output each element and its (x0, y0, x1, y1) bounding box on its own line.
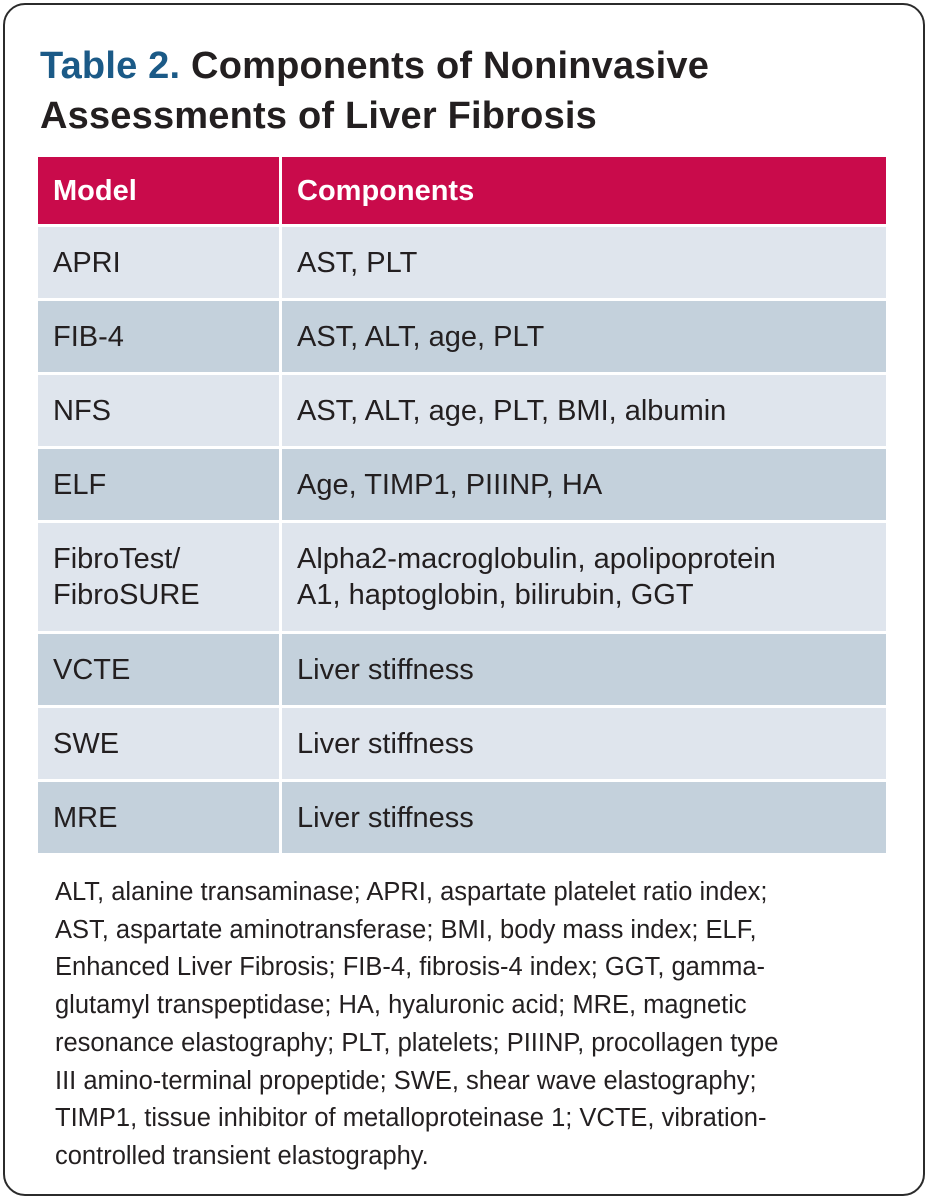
components-cell: AST, PLT (282, 227, 886, 298)
footnote-line: resonance elastography; PLT, platelets; PIIINP, procollagen type (55, 1028, 779, 1057)
footnote-line: AST, aspartate aminotransferase; BMI, body mass index; ELF, (55, 915, 757, 944)
footnote-line: ALT, alanine transaminase; APRI, aspartate platelet ratio index; (55, 878, 768, 906)
abbreviations-footnote (55, 874, 885, 1176)
footnote-line: TIMP1, tissue inhibitor of metalloproteinase 1; VCTE, vibration- (55, 1104, 767, 1133)
components-cell: AST, ALT, age, PLT, BMI, albumin (282, 375, 886, 446)
column-header-model: Model (38, 157, 279, 224)
model-cell: FIB-4 (38, 301, 279, 372)
table-row (38, 708, 886, 779)
table-row (38, 449, 886, 520)
footnote-line: glutamyl transpeptidase; HA, hyaluronic acid; MRE, magnetic (55, 991, 747, 1020)
table-row (38, 634, 886, 705)
table-row (38, 782, 886, 853)
footnote-line: Enhanced Liver Fibrosis; FIB-4, fibrosis-4 index; GGT, gamma- (55, 953, 766, 982)
model-cell: MRE (38, 782, 279, 853)
components-cell: Liver stiffness (282, 634, 886, 705)
table-title (40, 41, 900, 141)
components-cell-line: Alpha2-macroglobulin, apolipoprotein (297, 543, 776, 575)
table-row (38, 375, 886, 446)
column-header-components: Components (282, 157, 886, 224)
table-number-label: Table 2. (40, 45, 181, 87)
components-cell-line: A1, haptoglobin, bilirubin, GGT (297, 579, 694, 611)
footnote-line: III amino-terminal propeptide; SWE, shear wave elastography; (55, 1066, 757, 1095)
components-cell: Liver stiffness (282, 708, 886, 779)
table-row (38, 523, 886, 631)
fibrosis-assessment-table (35, 154, 889, 856)
components-cell: AST, ALT, age, PLT (282, 301, 886, 372)
model-cell: VCTE (38, 634, 279, 705)
footnote-line: controlled transient elastography. (55, 1141, 429, 1170)
components-cell: Age, TIMP1, PIIINP, HA (282, 449, 886, 520)
table-header-row (38, 157, 886, 224)
model-cell: SWE (38, 708, 279, 779)
components-cell (282, 523, 886, 631)
model-cell: ELF (38, 449, 279, 520)
model-cell-line: FibroSURE (53, 579, 200, 611)
table-title-text: Components of Noninvasive Assessments of Liver Fibrosis (40, 45, 710, 137)
model-cell-line: FibroTest/ (53, 543, 181, 575)
components-cell: Liver stiffness (282, 782, 886, 853)
table-row (38, 301, 886, 372)
model-cell (38, 523, 279, 631)
model-cell: NFS (38, 375, 279, 446)
model-cell: APRI (38, 227, 279, 298)
table-row (38, 227, 886, 298)
